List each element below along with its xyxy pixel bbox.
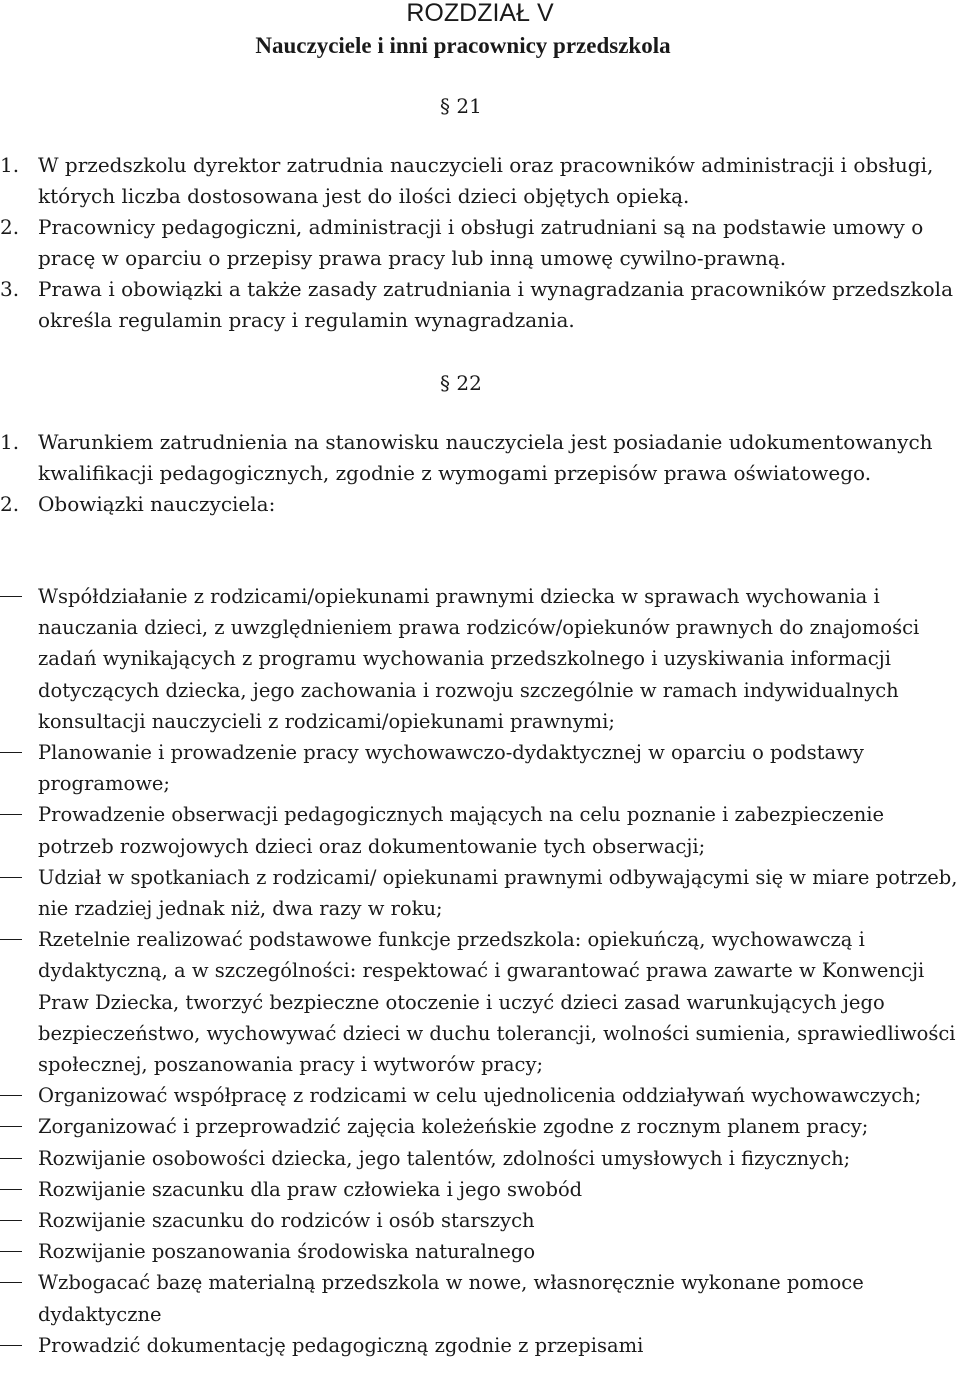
list-item	[0, 150, 958, 212]
section-mark-22: § 22	[440, 371, 482, 395]
dash-bullet	[0, 1126, 22, 1127]
dash-bullet	[0, 752, 22, 753]
dash-bullet	[0, 1158, 22, 1159]
item-number: 2.	[0, 492, 20, 516]
duty-text: Prowadzić dokumentację pedagogiczną zgodnie z przepisami	[38, 1333, 644, 1357]
duty-item	[0, 581, 958, 737]
item-text: W przedszkolu dyrektor zatrudnia nauczycieli oraz pracowników administracji i obsługi, których liczba dostosowana jest do ilości dzieci objętych opieką.	[38, 153, 934, 208]
duty-text: Współdziałanie z rodzicami/opiekunami prawnymi dziecka w sprawach wychowania i nauczania dzieci, z uwzględnieniem prawa rodziców/opiekunów prawnych do znajomości zadań wynikających z programu wychowania przedszkolnego i uzyskiwania informacji dotyczących dziecka, jego zachowania i rozwoju szczególnie w ramach indywidualnych konsultacji nauczycieli z rodzicami/opiekunami prawnymi;	[38, 585, 920, 733]
list-item	[0, 274, 958, 336]
duty-item	[0, 862, 958, 924]
dash-bullet	[0, 1251, 22, 1252]
duty-text: Zorganizować i przeprowadzić zajęcia koleżeńskie zgodne z rocznym planem pracy;	[38, 1115, 869, 1139]
duty-text: Rozwijanie szacunku dla praw człowieka i jego swobód	[38, 1177, 583, 1201]
duty-item	[0, 924, 958, 1080]
duty-item	[0, 799, 958, 861]
duty-item	[0, 1330, 958, 1361]
duty-text: Rozwijanie szacunku do rodziców i osób starszych	[38, 1209, 535, 1233]
duty-text: Rozwijanie poszanowania środowiska naturalnego	[38, 1240, 536, 1264]
duty-text: Rzetelnie realizować podstawowe funkcje przedszkola: opiekuńczą, wychowawczą i dydaktyczną, a w szczególności: respektować i gwarantować prawa zawarte w Konwencji Praw Dziecka, tworzyć bezpieczne otoczenie i uczyć dzieci zasad warunkujących jego bezpieczeństwo, wychowywać dzieci w duchu tolerancji, wolności sumienia, sprawiedliwości społecznej, poszanowania pracy i wytworów pracy;	[38, 928, 956, 1077]
duty-item	[0, 1080, 958, 1111]
list-item	[0, 489, 958, 520]
item-text: Warunkiem zatrudnienia na stanowisku nauczyciela jest posiadanie udokumentowanych kwalifikacji pedagogicznych, zgodnie z wymogami przepisów prawa oświatowego.	[38, 430, 933, 485]
duty-text: Udział w spotkaniach z rodzicami/ opiekunami prawnymi odbywającymi się w miare potrzeb, nie rzadziej jednak niż, dwa razy w roku;	[38, 865, 958, 921]
chapter-title: ROZDZIAŁ V	[406, 0, 554, 27]
dash-bullet	[0, 939, 22, 940]
dash-bullet	[0, 877, 22, 878]
dash-bullet	[0, 1220, 22, 1221]
item-number: 1.	[0, 430, 20, 454]
duty-item	[0, 737, 958, 799]
dash-bullet	[0, 596, 22, 597]
chapter-subtitle: Nauczyciele i inni pracownicy przedszkola	[255, 33, 671, 58]
item-text: Prawa i obowiązki a także zasady zatrudniania i wynagradzania pracowników przedszkola określa regulamin pracy i regulamin wynagradzania.	[38, 277, 953, 332]
duty-text: Rozwijanie osobowości dziecka, jego talentów, zdolności umysłowych i fizycznych;	[38, 1146, 851, 1170]
section-mark-21: § 21	[440, 94, 482, 118]
duties-list	[0, 581, 958, 1361]
duty-text: Wzbogacać bazę materialną przedszkola w nowe, własnoręcznie wykonane pomoce dydaktyczne	[38, 1271, 864, 1326]
dash-bullet	[0, 1095, 22, 1096]
item-text: Obowiązki nauczyciela:	[38, 492, 276, 516]
dash-bullet	[0, 1282, 22, 1283]
duty-item	[0, 1236, 958, 1267]
item-number: 3.	[0, 277, 20, 301]
duty-item	[0, 1111, 958, 1142]
item-text: Pracownicy pedagogiczni, administracji i obsługi zatrudniani są na podstawie umowy o pracę w oparciu o przepisy prawa pracy lub inną umowę cywilno-prawną.	[38, 215, 924, 270]
list-item	[0, 212, 958, 274]
duty-item	[0, 1143, 958, 1174]
duty-text: Organizować współpracę z rodzicami w celu ujednolicenia oddziaływań wychowawczych;	[38, 1084, 922, 1108]
duty-item	[0, 1267, 958, 1329]
duty-text: Planowanie i prowadzenie pracy wychowawczo-dydaktycznej w oparciu o podstawy programowe;	[38, 741, 864, 796]
list-item	[0, 427, 958, 489]
dash-bullet	[0, 1345, 22, 1346]
dash-bullet	[0, 1189, 22, 1190]
duty-text: Prowadzenie obserwacji pedagogicznych mających na celu poznanie i zabezpieczenie potrzeb rozwojowych dzieci oraz dokumentowanie tych obserwacji;	[38, 803, 885, 858]
duty-item	[0, 1174, 958, 1205]
dash-bullet	[0, 814, 22, 815]
item-number: 2.	[0, 215, 20, 239]
duty-item	[0, 1205, 958, 1236]
section-22-list	[0, 427, 958, 520]
section-21-list	[0, 150, 958, 336]
item-number: 1.	[0, 153, 20, 177]
